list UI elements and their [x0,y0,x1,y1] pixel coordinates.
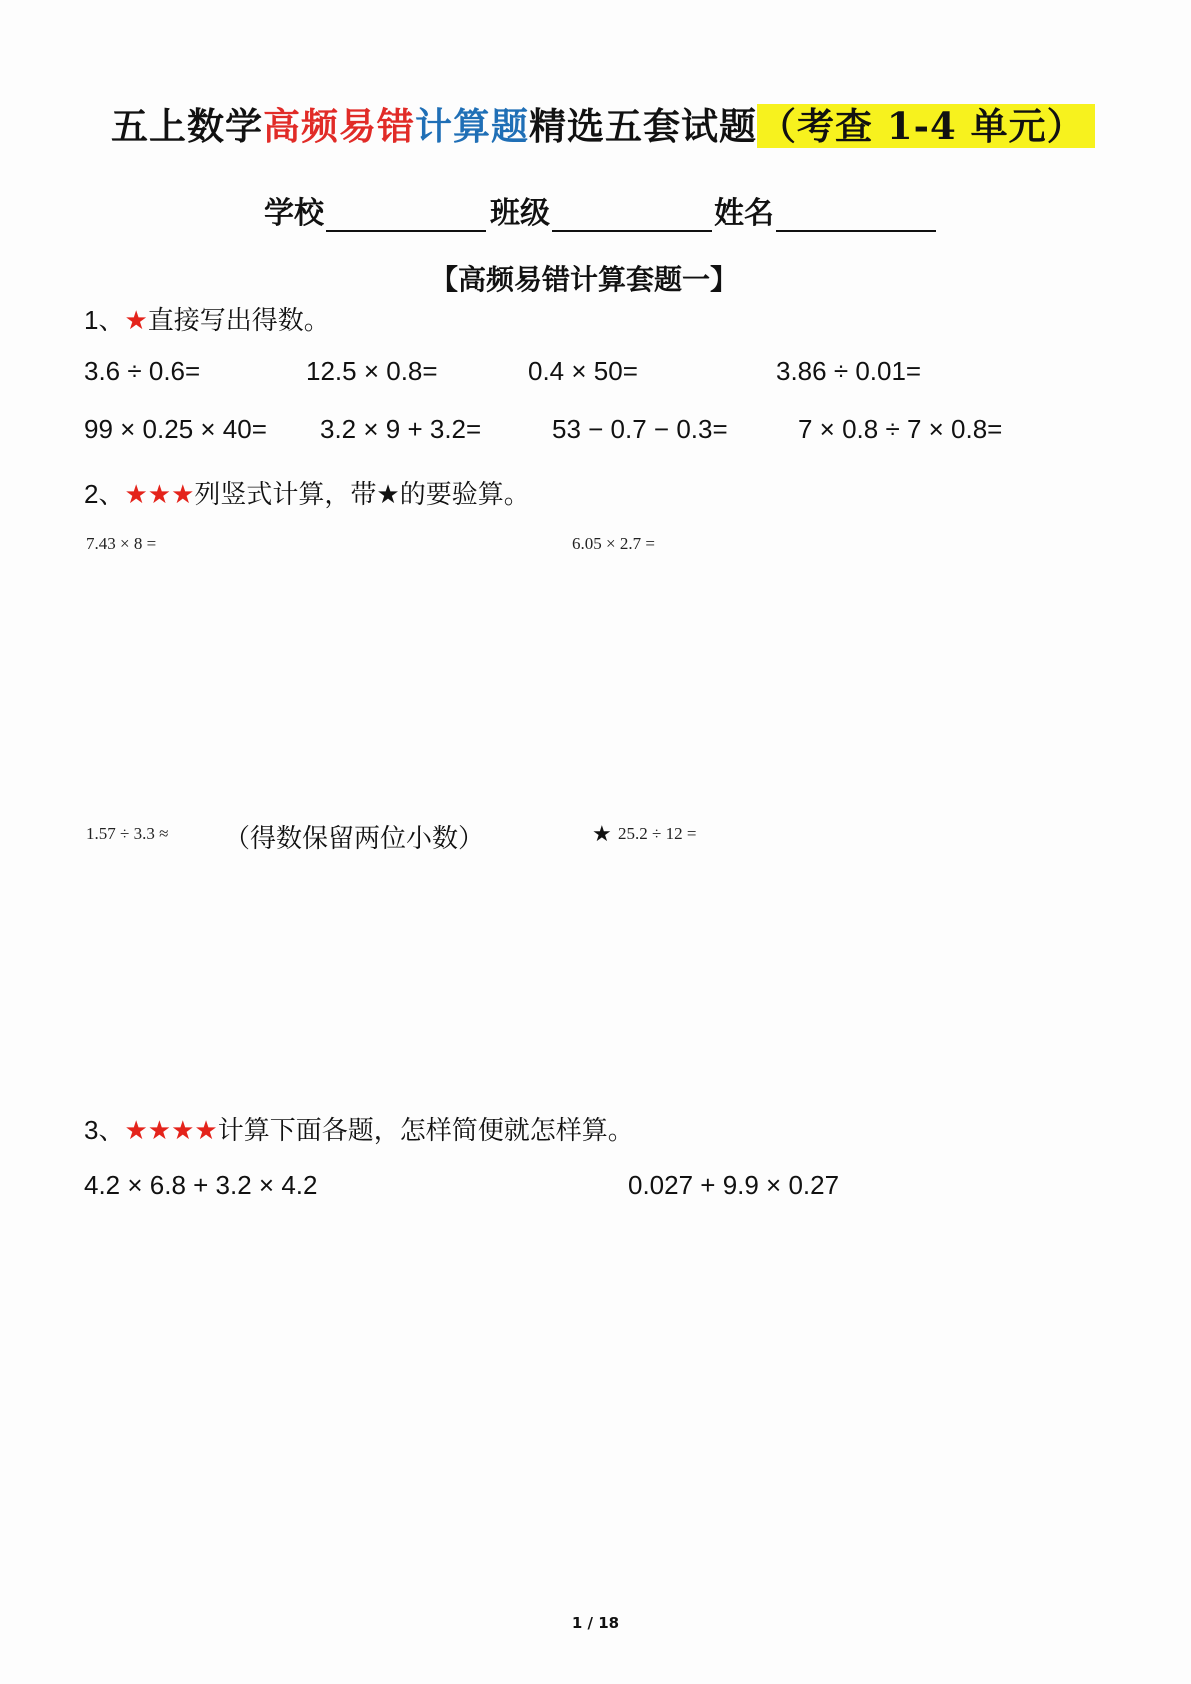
q3-expr: 4.2 × 6.8 + 3.2 × 4.2 [84,1170,318,1200]
title-part-red: 高频易错 [263,104,415,148]
q1-expr: 0.4 × 50= [528,356,638,386]
check-star-icon: ★ [592,822,612,847]
q1-heading [84,300,330,337]
page-number: 1 / 18 [571,1614,620,1632]
q1-number: 1、 [84,305,125,335]
school-label: 学校 [264,196,324,231]
title-part1: 五上数学 [111,104,263,148]
q2-text: 列竖式计算，带★的要验算。 [194,480,530,510]
q3-number: 3、 [84,1115,125,1145]
q2-item: 25.2 ÷ 12 = [618,824,697,843]
title-part-blue: 计算题 [415,104,529,148]
q1-expr: 99 × 0.25 × 40= [84,414,267,444]
school-field[interactable] [264,188,486,232]
title-part2: 精选五套试题 [529,104,757,148]
q1-expr: 7 × 0.8 ÷ 7 × 0.8= [798,414,1003,444]
school-blank [326,202,486,232]
title-highlight: （考查 1-4 单元） [757,104,1095,148]
q2-heading [84,474,530,511]
q3-heading [84,1110,634,1147]
class-label: 班级 [490,196,550,231]
q2-rounding-note: （得数保留两位小数） [224,824,485,854]
q1-stars: ★ [124,306,148,336]
q1-expr: 3.6 ÷ 0.6= [84,356,201,386]
q2-item: 6.05 × 2.7 = [572,534,655,553]
q2-item: 1.57 ÷ 3.3 ≈ [86,824,169,843]
q2-number: 2、 [84,479,125,509]
set-title: 【高频易错计算套题一】 [430,263,739,296]
q3-expr: 0.027 + 9.9 × 0.27 [628,1170,840,1200]
q2-stars: ★★★ [124,480,195,510]
class-blank [552,202,712,232]
q3-stars: ★★★★ [124,1116,218,1146]
q3-text: 计算下面各题，怎样简便就怎样算。 [217,1116,634,1146]
q1-expr: 3.2 × 9 + 3.2= [320,414,482,444]
q1-text: 直接写出得数。 [147,306,330,336]
document-title [111,96,1095,156]
class-field[interactable] [490,188,712,232]
name-label: 姓名 [714,196,774,231]
q1-expr: 12.5 × 0.8= [306,356,438,386]
name-field[interactable] [714,188,936,232]
name-blank [776,202,936,232]
q2-item: 7.43 × 8 = [86,534,157,553]
q1-expr: 3.86 ÷ 0.01= [776,356,922,386]
q1-expr: 53 − 0.7 − 0.3= [552,414,728,444]
